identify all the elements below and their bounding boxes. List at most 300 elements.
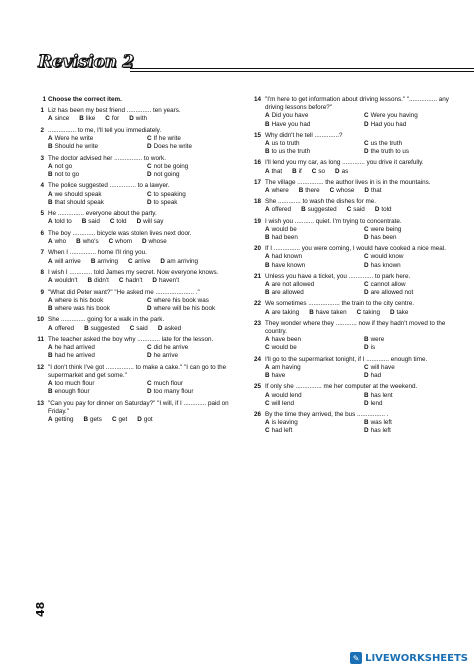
- header-rule-thin: [130, 71, 474, 72]
- answer-options: [265, 168, 459, 176]
- option-letter: D: [147, 352, 152, 360]
- answer-option[interactable]: [142, 238, 167, 246]
- option-letter: C: [356, 308, 362, 316]
- option-letter: C: [364, 112, 369, 120]
- answer-options: [265, 392, 459, 408]
- question-stem: If I ............... you were coming, I would have cooked a nice meal.: [265, 245, 446, 253]
- answer-option[interactable]: [48, 297, 143, 305]
- answer-options: [265, 281, 459, 297]
- answer-option[interactable]: [128, 258, 150, 266]
- option-letter: A: [265, 167, 270, 175]
- option-text: has left: [370, 427, 391, 435]
- option-letter: C: [364, 140, 369, 148]
- answer-options: [48, 191, 242, 207]
- option-letter: A: [265, 363, 270, 371]
- option-text: Were he write: [54, 135, 94, 142]
- question-number: 20: [253, 245, 261, 253]
- question-number: 24: [253, 355, 261, 363]
- option-text: as: [341, 167, 349, 175]
- answer-option[interactable]: [48, 344, 143, 352]
- answer-option[interactable]: [48, 258, 81, 266]
- option-text: gets: [90, 416, 102, 424]
- option-letter: C: [329, 187, 335, 195]
- brand-footer: [350, 651, 468, 665]
- answer-option[interactable]: [265, 121, 360, 129]
- answer-option[interactable]: [364, 187, 381, 195]
- option-letter: B: [48, 198, 53, 206]
- option-letter: A: [48, 162, 53, 170]
- answer-option[interactable]: [48, 218, 72, 226]
- answer-option[interactable]: [129, 115, 147, 123]
- instruction: [34, 96, 242, 104]
- option-text: that: [271, 167, 283, 175]
- answer-option[interactable]: [265, 168, 282, 176]
- question-stem: "I don't think I've got ................ to make a cake." "I can go to the supermarket and get some.": [48, 363, 227, 379]
- option-text: has known: [370, 261, 401, 269]
- option-letter: C: [265, 344, 270, 352]
- option-letter: C: [147, 296, 152, 304]
- option-letter: D: [335, 167, 340, 175]
- option-text: for: [111, 115, 120, 123]
- answer-option[interactable]: [265, 372, 360, 380]
- answer-option[interactable]: [79, 115, 95, 123]
- answer-option[interactable]: [84, 325, 120, 333]
- question-stem: Why didn't he tell ..............?: [265, 131, 343, 139]
- option-letter: B: [265, 148, 270, 156]
- question-item: [34, 400, 242, 425]
- question-number: 14: [253, 96, 261, 103]
- answer-option[interactable]: [48, 305, 143, 313]
- question-item: [251, 300, 459, 316]
- question-number: 1: [40, 107, 44, 115]
- option-letter: A: [265, 281, 270, 289]
- answer-option[interactable]: [109, 238, 132, 246]
- answer-option[interactable]: [364, 400, 459, 408]
- answer-options: [48, 135, 242, 151]
- answer-option[interactable]: [299, 187, 320, 195]
- question-item: [251, 132, 459, 157]
- option-text: has been: [370, 234, 397, 242]
- option-text: taking: [363, 308, 380, 316]
- answer-option[interactable]: [76, 238, 98, 246]
- answer-option[interactable]: [147, 171, 242, 179]
- option-letter: D: [147, 198, 152, 206]
- answer-option[interactable]: [112, 416, 127, 424]
- question-stem: "What did Peter want?" "He asked me ...................... .": [48, 288, 200, 296]
- answer-options: [48, 163, 242, 179]
- answer-option[interactable]: [347, 206, 365, 214]
- answer-option[interactable]: [48, 171, 143, 179]
- answer-option[interactable]: [309, 309, 346, 317]
- question-number: 7: [40, 249, 44, 257]
- option-letter: D: [137, 416, 142, 424]
- answer-option[interactable]: [364, 262, 459, 270]
- answer-option[interactable]: [48, 143, 143, 151]
- question-number: 23: [253, 319, 261, 327]
- answer-option[interactable]: [48, 416, 73, 424]
- answer-options: [48, 238, 242, 246]
- question-stem: The village ............... the author lives in is in the mountains.: [265, 178, 431, 186]
- question-item: [251, 320, 459, 353]
- option-text: too much flour: [54, 380, 95, 388]
- option-text: got: [143, 416, 153, 424]
- option-text: will have: [370, 363, 395, 371]
- option-letter: B: [265, 261, 270, 269]
- option-text: were being: [370, 225, 402, 233]
- question-stem: She ............. to wash the dishes for me.: [265, 198, 376, 206]
- question-stem: Unless you have a ticket, you .............. to park here.: [265, 272, 411, 280]
- option-letter: C: [108, 237, 114, 245]
- answer-option[interactable]: [265, 253, 360, 261]
- question-stem: They wonder where they ............ now if they hadn't moved to the country.: [265, 319, 446, 336]
- answer-option[interactable]: [265, 206, 291, 214]
- question-stem: The doctor advised her ................ to work.: [48, 154, 166, 162]
- option-text: had: [370, 372, 382, 380]
- option-letter: A: [48, 296, 53, 304]
- answer-option[interactable]: [265, 344, 360, 352]
- answer-option[interactable]: [48, 191, 143, 199]
- option-text: Had you had: [370, 120, 407, 128]
- answer-option[interactable]: [301, 206, 337, 214]
- option-letter: D: [364, 289, 369, 297]
- answer-option[interactable]: [265, 364, 360, 372]
- option-letter: B: [48, 304, 53, 312]
- answer-option[interactable]: [364, 148, 459, 156]
- question-stem: The boy ............. bicycle was stolen lives next door.: [48, 229, 192, 237]
- option-text: were: [370, 336, 385, 344]
- answer-option[interactable]: [48, 135, 143, 143]
- question-stem: When I ............... home I'll ring you.: [48, 249, 147, 257]
- option-letter: B: [292, 167, 297, 175]
- option-letter: A: [48, 277, 53, 285]
- option-letter: A: [265, 391, 270, 399]
- option-letter: C: [129, 324, 135, 332]
- answer-option[interactable]: [48, 325, 74, 333]
- answer-option[interactable]: [335, 168, 348, 176]
- question-item: [34, 269, 242, 285]
- option-letter: A: [48, 135, 53, 142]
- option-text: with: [135, 115, 147, 123]
- option-text: will say: [143, 218, 164, 226]
- option-text: Should he write: [54, 143, 98, 151]
- option-text: wouldn't: [54, 277, 78, 285]
- answer-option[interactable]: [364, 344, 459, 352]
- header-bar: [38, 50, 438, 80]
- option-letter: D: [364, 120, 369, 128]
- option-letter: B: [265, 289, 270, 297]
- question-item: [34, 336, 242, 361]
- answer-option[interactable]: [292, 168, 302, 176]
- question-stem: I'll lend you my car, as long ............. you drive it carefully.: [265, 159, 424, 167]
- answer-option[interactable]: [147, 305, 242, 313]
- option-text: didn't: [94, 277, 109, 285]
- question-number: 18: [253, 198, 261, 206]
- answer-option[interactable]: [87, 277, 108, 285]
- brand-text: LIVEWORKSHEETS: [365, 652, 468, 664]
- answer-option[interactable]: [91, 258, 118, 266]
- option-letter: C: [147, 344, 152, 352]
- answer-option[interactable]: [147, 191, 242, 199]
- option-text: had left: [271, 427, 293, 435]
- option-letter: D: [147, 388, 152, 396]
- answer-options: [265, 364, 459, 380]
- answer-option[interactable]: [110, 218, 127, 226]
- option-letter: B: [265, 120, 270, 128]
- option-text: asked: [164, 324, 182, 332]
- answer-option[interactable]: [375, 206, 392, 214]
- answer-option[interactable]: [160, 258, 198, 266]
- answer-options: [48, 258, 242, 266]
- answer-option[interactable]: [82, 218, 100, 226]
- answer-options: [48, 218, 242, 226]
- answer-option[interactable]: [265, 262, 360, 270]
- question-stem: If only she ............... me her computer at the weekend.: [265, 383, 418, 391]
- option-text: am arriving: [166, 257, 199, 265]
- option-text: who's: [82, 237, 99, 245]
- question-item: [251, 356, 459, 381]
- option-letter: B: [84, 324, 89, 332]
- option-text: like: [85, 115, 96, 123]
- answer-option[interactable]: [330, 187, 355, 195]
- question-item: [34, 289, 242, 314]
- answer-option[interactable]: [364, 289, 459, 297]
- question-stem: He ............... everyone about the party.: [48, 210, 157, 218]
- option-text: not go: [54, 162, 73, 170]
- option-letter: A: [265, 253, 270, 261]
- answer-option[interactable]: [265, 400, 360, 408]
- question-item: [34, 210, 242, 226]
- answer-options: [48, 325, 242, 333]
- answer-option[interactable]: [147, 135, 242, 143]
- question-number: 21: [253, 272, 261, 280]
- option-letter: B: [364, 336, 369, 344]
- option-text: cannot allow: [370, 281, 406, 289]
- option-letter: A: [48, 257, 53, 265]
- option-text: he arrive: [153, 352, 179, 360]
- answer-option[interactable]: [364, 140, 459, 148]
- answer-option[interactable]: [364, 336, 459, 344]
- question-number: 25: [253, 383, 261, 391]
- option-text: have: [271, 372, 286, 380]
- answer-option[interactable]: [265, 336, 360, 344]
- option-letter: D: [364, 399, 369, 407]
- answer-option[interactable]: [265, 289, 360, 297]
- answer-option[interactable]: [265, 226, 360, 234]
- answer-option[interactable]: [48, 238, 66, 246]
- option-text: that: [370, 187, 382, 195]
- option-text: are taking: [271, 308, 300, 316]
- answer-option[interactable]: [312, 168, 325, 176]
- answer-option[interactable]: [265, 187, 289, 195]
- option-text: getting: [54, 416, 74, 424]
- question-item: [34, 364, 242, 397]
- option-text: will arrive: [54, 257, 81, 265]
- answer-option[interactable]: [265, 234, 360, 242]
- answer-option[interactable]: [48, 277, 77, 285]
- option-letter: B: [309, 308, 314, 316]
- answer-option[interactable]: [390, 309, 408, 317]
- answer-option[interactable]: [265, 427, 360, 435]
- option-letter: D: [389, 308, 395, 316]
- option-letter: A: [265, 308, 270, 316]
- answer-option[interactable]: [137, 416, 152, 424]
- option-letter: C: [364, 225, 369, 233]
- question-item: [251, 411, 459, 436]
- option-letter: B: [90, 257, 96, 265]
- question-item: [34, 107, 242, 123]
- question-stem: I wish you ........... quiet. I'm trying to concentrate.: [265, 217, 402, 225]
- answer-option[interactable]: [147, 163, 242, 171]
- option-text: we should speak: [54, 190, 102, 198]
- answer-option[interactable]: [158, 325, 181, 333]
- option-text: whose: [148, 237, 167, 245]
- question-item: [34, 155, 242, 180]
- answer-option[interactable]: [48, 163, 143, 171]
- option-text: have taken: [315, 308, 347, 316]
- option-letter: B: [76, 237, 81, 245]
- option-text: had known: [271, 253, 303, 261]
- answer-options: [265, 140, 459, 156]
- answer-option[interactable]: [83, 416, 101, 424]
- answer-option[interactable]: [364, 427, 459, 435]
- question-item: [34, 249, 242, 265]
- option-text: offered: [54, 324, 75, 332]
- option-text: he had arrived: [54, 344, 95, 352]
- option-letter: C: [147, 190, 152, 198]
- option-letter: D: [152, 277, 157, 285]
- option-letter: B: [265, 372, 270, 380]
- answer-option[interactable]: [357, 309, 380, 317]
- question-item: [251, 218, 459, 243]
- answer-option[interactable]: [48, 115, 69, 123]
- page-title: Revision 2: [38, 52, 134, 72]
- question-number: 4: [40, 182, 44, 190]
- answer-option[interactable]: [364, 372, 459, 380]
- question-number: 19: [253, 217, 261, 225]
- option-text: had he arrived: [54, 352, 95, 360]
- option-text: to speak: [153, 198, 178, 206]
- answer-option[interactable]: [147, 380, 242, 388]
- answer-option[interactable]: [147, 143, 242, 151]
- question-number: 5: [40, 210, 44, 218]
- option-text: had been: [271, 234, 298, 242]
- option-text: whom: [115, 237, 132, 245]
- answer-option[interactable]: [147, 388, 242, 396]
- answer-option[interactable]: [152, 277, 179, 285]
- answer-option[interactable]: [48, 352, 143, 360]
- option-text: so: [318, 167, 326, 175]
- answer-option[interactable]: [364, 121, 459, 129]
- option-letter: A: [48, 380, 53, 388]
- option-letter: C: [105, 115, 110, 123]
- option-text: whose: [336, 187, 355, 195]
- option-letter: C: [364, 363, 369, 371]
- option-text: are allowed: [271, 289, 304, 297]
- question-stem: I wish I ............. told James my secret. Now everyone knows.: [48, 268, 219, 276]
- option-text: enough flour: [54, 388, 90, 396]
- option-letter: B: [301, 206, 306, 214]
- option-letter: C: [311, 167, 317, 175]
- option-text: where his book was: [153, 296, 209, 304]
- option-letter: D: [364, 261, 369, 269]
- answer-option[interactable]: [147, 352, 242, 360]
- answer-option[interactable]: [48, 388, 143, 396]
- question-item: [251, 383, 459, 408]
- option-text: will lend: [271, 399, 294, 407]
- option-text: told: [116, 218, 127, 226]
- answer-option[interactable]: [364, 281, 459, 289]
- question-item: [34, 127, 242, 152]
- question-number: 16: [253, 159, 261, 167]
- option-letter: A: [48, 344, 53, 352]
- question-number: 10: [36, 316, 44, 324]
- option-text: if: [298, 167, 302, 175]
- answer-option[interactable]: [105, 115, 119, 123]
- answer-option[interactable]: [130, 325, 148, 333]
- answer-option[interactable]: [265, 148, 360, 156]
- answer-option[interactable]: [147, 199, 242, 207]
- question-stem: "I'm here to get information about driving lessons." "................ any driving lessons before?": [265, 96, 449, 112]
- answer-option[interactable]: [147, 344, 242, 352]
- answer-option[interactable]: [364, 253, 459, 261]
- option-letter: B: [81, 218, 87, 226]
- option-text: are not allowed: [271, 281, 315, 289]
- answer-option[interactable]: [364, 392, 459, 400]
- question-item: [251, 179, 459, 195]
- option-text: If he write: [153, 135, 181, 142]
- option-text: would be: [271, 344, 297, 352]
- option-text: are allowed not: [370, 289, 414, 297]
- answer-option[interactable]: [48, 199, 143, 207]
- option-letter: C: [147, 162, 152, 170]
- answer-option[interactable]: [265, 419, 360, 427]
- answer-options: [48, 297, 242, 313]
- answer-option[interactable]: [265, 309, 299, 317]
- answer-option[interactable]: [119, 277, 143, 285]
- option-letter: A: [265, 225, 270, 233]
- option-letter: A: [265, 419, 270, 427]
- answer-option[interactable]: [364, 112, 459, 120]
- option-text: would know: [370, 253, 404, 261]
- option-letter: C: [265, 427, 270, 435]
- answer-option[interactable]: [265, 392, 360, 400]
- option-letter: A: [48, 416, 53, 424]
- question-item: [34, 182, 242, 207]
- answer-option[interactable]: [147, 297, 242, 305]
- answer-option[interactable]: [265, 140, 360, 148]
- answer-option[interactable]: [364, 419, 459, 427]
- option-text: suggested: [307, 206, 337, 214]
- option-text: there: [305, 187, 320, 195]
- answer-option[interactable]: [265, 112, 360, 120]
- question-stem: "Can you pay for dinner on Saturday?" "I will, if I ............. paid on Friday.": [48, 399, 229, 415]
- option-letter: D: [147, 143, 152, 151]
- answer-option[interactable]: [364, 364, 459, 372]
- option-letter: B: [48, 352, 53, 360]
- question-stem: By the time they arrived, the bus ................ .: [265, 410, 389, 418]
- answer-option[interactable]: [364, 234, 459, 242]
- option-letter: B: [265, 234, 270, 242]
- question-item: [251, 96, 459, 129]
- answer-option[interactable]: [48, 380, 143, 388]
- option-letter: A: [265, 140, 270, 148]
- answer-option[interactable]: [265, 281, 360, 289]
- question-number: 22: [253, 300, 261, 308]
- option-text: lend: [370, 399, 383, 407]
- option-text: not be going: [153, 162, 189, 170]
- answer-option[interactable]: [364, 226, 459, 234]
- answer-option[interactable]: [137, 218, 164, 226]
